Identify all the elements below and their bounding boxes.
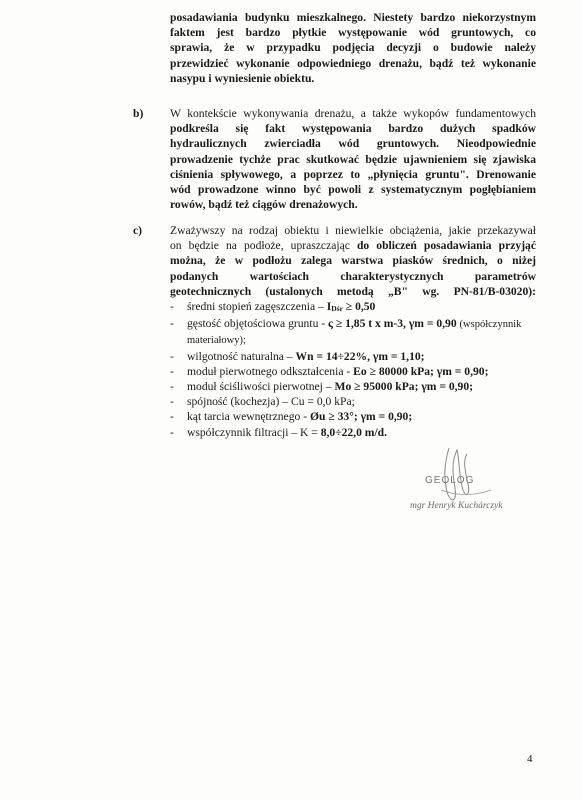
parameter-label: moduł ściśliwości pierwotnej – xyxy=(187,380,332,394)
parameter-label: spójność (kochezja) – Cu = 0,0 kPa; xyxy=(187,395,355,409)
section-c-paragraph xyxy=(170,223,536,440)
parameter-value: ς ≥ 1,85 t x m-3, γm = 0,90 xyxy=(328,317,457,331)
parameter-value xyxy=(327,300,376,313)
parameter-list xyxy=(170,299,536,440)
section-c-line: geotechnicznych (ustalonych metodą „B" wg. PN-81/B-03020): xyxy=(170,284,536,298)
signature-underline xyxy=(441,490,491,495)
parameter-value: Eo ≥ 80000 kPa; γm = 0,90; xyxy=(353,364,489,378)
section-b-line: ciśnienia spływowego, a poprzez to „płynięcia gruntu". Drenowanie xyxy=(170,167,536,181)
intro-line: sprawia, że w przypadku podjęcia decyzji o budowie należy xyxy=(170,41,536,55)
list-dash: - xyxy=(170,395,174,409)
intro-line: nasypu i wyniesienie obiektu. xyxy=(170,71,315,85)
parameter-label: gęstość objętościowa gruntu - xyxy=(187,317,326,331)
section-c-line xyxy=(170,238,536,253)
stamp-text: GEOLOG xyxy=(425,475,475,486)
parameter-value: 8,0÷22,0 m/d. xyxy=(320,425,388,439)
section-c-line-normal: on będzie na podłoże, upraszczając xyxy=(170,239,350,253)
intro-line: przewidzieć wykonanie odpowiedniego drenażu, bądź też wykonanie xyxy=(170,56,536,70)
section-b-line: W kontekście wykonywania drenażu, a także wykopów fundamentowych xyxy=(170,107,536,120)
section-c-line: można, że w podłożu zalega warstwa piasków średnich, o niżej xyxy=(170,254,536,268)
list-dash: - xyxy=(170,380,174,394)
section-b-line: hydraulicznych zwierciadła wód gruntowych. Nieodpowiednie xyxy=(170,137,536,151)
parameter-label: wilgotność naturalna – xyxy=(187,349,293,363)
parameter-item xyxy=(170,364,536,379)
parameter-value-rest: ≥ 0,50 xyxy=(342,300,376,314)
section-b-line: rowów, bądź też ciągów drenażowych. xyxy=(170,198,358,212)
parameter-item xyxy=(170,379,536,394)
section-b-paragraph xyxy=(170,106,536,212)
intro-line: posadawiania budynku mieszkalnego. Niestety bardzo niekorzystnym xyxy=(170,11,536,24)
intro-paragraph xyxy=(170,10,536,86)
parameter-note: (współczynnik xyxy=(459,319,522,331)
list-dash: - xyxy=(170,410,174,424)
parameter-subscript: Dśr xyxy=(331,304,343,314)
list-dash: - xyxy=(170,300,174,314)
section-b-line: wód prowadzone winno być powoli z systematycznym pogłębianiem xyxy=(170,183,536,197)
intro-line: faktem jest bardzo płytkie występowanie wód gruntowych, co xyxy=(170,26,536,40)
list-dash: - xyxy=(170,317,174,331)
section-c-line-bold: do obliczeń posadawiania przyjąć xyxy=(356,239,536,253)
list-dash: - xyxy=(170,425,174,439)
parameter-value: Øu ≥ 33°; γm = 0,90; xyxy=(309,410,413,424)
list-dash: - xyxy=(170,349,174,363)
parameter-item xyxy=(170,349,536,364)
page-number: 4 xyxy=(527,753,533,765)
parameter-label: współczynnik filtracji – K = xyxy=(187,425,318,439)
parameter-value: Mo ≥ 95000 kPa; γm = 0,90; xyxy=(334,380,474,394)
parameter-symbol: I xyxy=(326,300,332,314)
section-b-line: podkreśla się fakt występowania bardzo dużych spadków xyxy=(170,122,536,136)
parameter-item xyxy=(170,299,536,316)
section-c-marker: c) xyxy=(133,224,143,237)
section-b-marker: b) xyxy=(133,107,144,120)
parameter-item xyxy=(170,425,536,440)
parameter-label: średni stopień zagęszczenia – xyxy=(187,300,324,314)
parameter-item xyxy=(170,409,536,424)
section-c-line: Zważywszy na rodzaj obiektu i niewielkie obciążenia, jakie przekazywał xyxy=(170,224,536,237)
parameter-value: Wn = 14÷22%, γm = 1,10; xyxy=(295,349,425,363)
signatory-name: mgr Henryk Kuchárczyk xyxy=(410,501,503,511)
parameter-label: moduł pierwotnego odkształcenia - xyxy=(187,364,351,378)
parameter-item xyxy=(170,316,536,348)
list-dash: - xyxy=(170,364,174,378)
section-b-line: prowadzenie tychże prac skutkować będzie ujawnieniem się zjawiska xyxy=(170,152,536,166)
parameter-note-continued: materiałowy); xyxy=(187,335,246,347)
section-c-line: podanych wartościach charakterystycznych parametrów xyxy=(170,269,536,283)
parameter-item xyxy=(170,394,536,409)
parameter-label: kąt tarcia wewnętrznego - xyxy=(187,410,308,424)
